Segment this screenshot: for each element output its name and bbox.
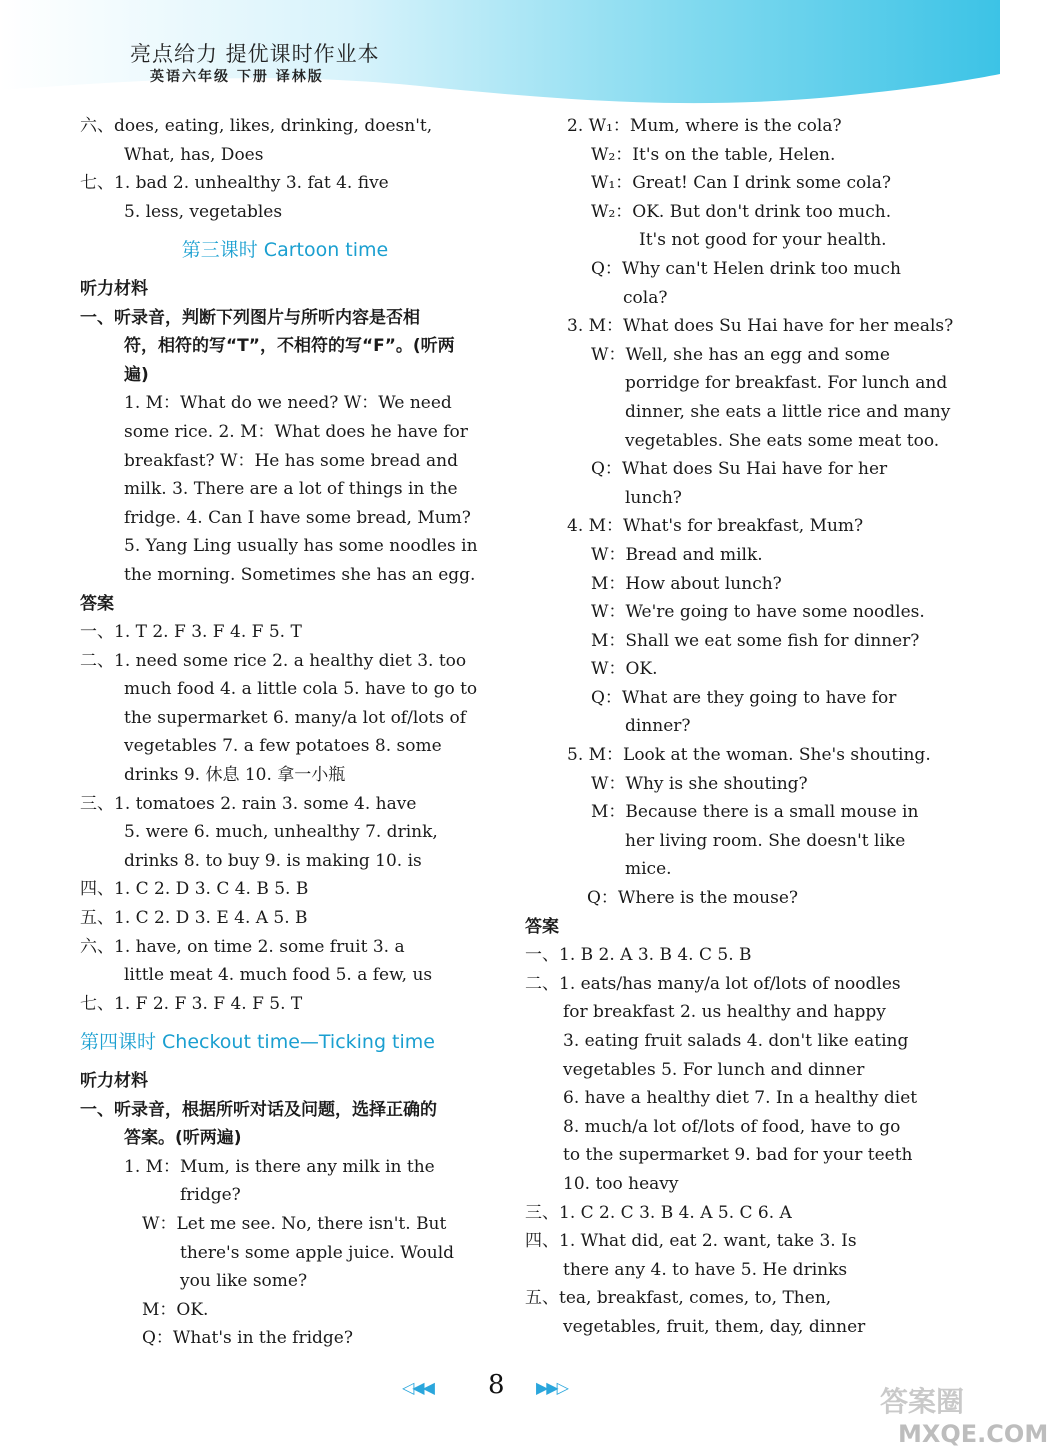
text-line: 5. less, vegetables (124, 201, 283, 222)
text-line: 1. M：What do we need? W：We need (124, 393, 452, 414)
text-line: W：We're going to have some noodles. (591, 602, 925, 623)
section-title-lesson3: 第三课时 Cartoon time (181, 239, 389, 262)
right-column (525, 112, 954, 1342)
book-subtitle: 英语六年级 下册 译林版 (150, 69, 324, 85)
text-line: there's some apple juice. Would (180, 1242, 455, 1263)
text-line: 3. M：What does Su Hai have for her meals? (567, 316, 954, 337)
answer-line: 二、1. need some rice 2. a healthy diet 3. too (80, 650, 467, 671)
text-line: W₂：OK. But don't drink too much. (591, 201, 892, 222)
answer-line: little meat 4. much food 5. a few, us (124, 965, 433, 986)
text-line: fridge. 4. Can I have some bread, Mum? (124, 507, 471, 528)
listening-material-label: 听力材料 (80, 278, 148, 299)
answer-line: 四、1. C 2. D 3. C 4. B 5. B (80, 879, 309, 900)
text-line: you like some? (180, 1271, 308, 1292)
text-line: dinner, she eats a little rice and many (625, 401, 951, 422)
text-line: Q：What's in the fridge? (142, 1328, 353, 1349)
text-line: porridge for breakfast. For lunch and (625, 373, 948, 394)
text-line: mice. (625, 859, 672, 880)
text-line: breakfast? W：He has some bread and (124, 450, 458, 471)
text-line: 4. M：What's for breakfast, Mum? (567, 516, 864, 537)
answer-line: vegetables, fruit, them, day, dinner (563, 1316, 866, 1337)
text-line: Q：What does Su Hai have for her (591, 459, 888, 480)
text-line: Q：What are they going to have for (591, 687, 897, 708)
text-line: 1. M：Mum, is there any milk in the (124, 1156, 435, 1177)
section-title-lesson4: 第四课时 Checkout time—Ticking time (80, 1031, 435, 1054)
text-line: W：Well, she has an egg and some (591, 344, 890, 365)
text-line: lunch? (625, 487, 682, 508)
answer-line: 四、1. What did, eat 2. want, take 3. Is (525, 1231, 857, 1252)
answer-line: 三、1. C 2. C 3. B 4. A 5. C 6. A (525, 1202, 792, 1223)
text-line: It's not good for your health. (639, 230, 887, 251)
answer-line: drinks 8. to buy 9. is making 10. is (124, 850, 422, 871)
answer-line: 一、1. T 2. F 3. F 4. F 5. T (80, 622, 302, 643)
watermark-url: MXQE.COM (898, 1420, 1048, 1448)
text-line: M：OK. (142, 1299, 209, 1320)
answer-line: 5. were 6. much, unhealthy 7. drink, (124, 822, 438, 843)
next-page-arrows-icon: ▶▶▷ (536, 1378, 567, 1397)
watermark-logo: 答案圈 (880, 1385, 965, 1418)
text-line: vegetables. She eats some meat too. (625, 430, 940, 451)
answer-line: vegetables 7. a few potatoes 8. some (124, 736, 442, 757)
book-title: 亮点给力 提优课时作业本 (130, 42, 380, 66)
answer-line: 3. eating fruit salads 4. don't like eating (563, 1031, 909, 1051)
answer-line: 三、1. tomatoes 2. rain 3. some 4. have (80, 793, 417, 814)
text-line: W₂：It's on the table, Helen. (591, 144, 836, 165)
text-line: 5. Yang Ling usually has some noodles in (124, 536, 478, 557)
page-number: 8 (488, 1370, 505, 1400)
answer-line: there any 4. to have 5. He drinks (563, 1259, 848, 1280)
answer-line: 五、tea, breakfast, comes, to, Then, (525, 1288, 832, 1309)
text-line: Q：Why can't Helen drink too much (591, 258, 901, 279)
answer-label: 答案 (80, 593, 114, 614)
answer-line: 六、1. have, on time 2. some fruit 3. a (80, 936, 405, 957)
text-line: 六、does, eating, likes, drinking, doesn't, (80, 116, 433, 136)
text-line: W：OK. (591, 659, 658, 680)
answer-line: 七、1. F 2. F 3. F 4. F 5. T (80, 993, 303, 1014)
text-line: 5. M：Look at the woman. She's shouting. (567, 745, 931, 766)
text-line: 2. W₁：Mum, where is the cola? (567, 116, 842, 136)
text-line: 答案。(听两遍) (124, 1128, 242, 1149)
text-line: W₁：Great! Can I drink some cola? (591, 173, 891, 194)
text-line: 遍) (124, 364, 149, 385)
text-line: cola? (623, 287, 668, 308)
text-line: milk. 3. There are a lot of things in the (124, 479, 458, 500)
answer-line: to the supermarket 9. bad for your teeth (563, 1145, 913, 1166)
text-line: M：Shall we eat some fish for dinner? (591, 630, 920, 651)
text-line: her living room. She doesn't like (625, 830, 906, 851)
answer-line: the supermarket 6. many/a lot of/lots of (124, 707, 466, 728)
page-header (0, 0, 1000, 110)
left-column (80, 112, 490, 1353)
answer-line: vegetables 5. For lunch and dinner (563, 1059, 865, 1080)
text-line: 一、听录音，判断下列图片与所听内容是否相 (80, 307, 420, 328)
text-line: What, has, Does (124, 144, 264, 165)
text-line: the morning. Sometimes she has an egg. (124, 564, 476, 585)
listening-material-label: 听力材料 (80, 1071, 148, 1091)
answer-line: 二、1. eats/has many/a lot of/lots of noodles (525, 973, 901, 994)
answer-line: 8. much/a lot of/lots of food, have to go (563, 1116, 901, 1137)
answer-line: 10. too heavy (563, 1173, 679, 1194)
text-line: some rice. 2. M：What does he have for (124, 421, 468, 442)
answer-line: much food 4. a little cola 5. have to go to (124, 679, 478, 700)
text-line: dinner? (625, 716, 691, 737)
answer-label: 答案 (525, 916, 559, 937)
text-line: 符，相符的写“T”，不相符的写“F”。(听两 (124, 336, 455, 357)
text-line: 七、1. bad 2. unhealthy 3. fat 4. five (80, 173, 389, 194)
text-line: fridge? (180, 1185, 241, 1206)
previous-page-arrows-icon: ◁◀◀ (402, 1378, 433, 1397)
text-line: W：Why is she shouting? (591, 773, 808, 794)
answer-line: 一、1. B 2. A 3. B 4. C 5. B (525, 945, 752, 966)
text-line: W：Bread and milk. (591, 544, 763, 565)
text-line: 一、听录音，根据所听对话及问题，选择正确的 (80, 1099, 437, 1120)
text-line: M：How about lunch? (591, 573, 782, 594)
answer-line: drinks 9. 休息 10. 拿一小瓶 (124, 765, 346, 786)
text-line: W：Let me see. No, there isn't. But (142, 1213, 447, 1234)
answer-line: for breakfast 2. us healthy and happy (563, 1002, 886, 1023)
text-line: M：Because there is a small mouse in (591, 802, 919, 823)
text-line: Q：Where is the mouse? (587, 888, 799, 909)
answer-line: 五、1. C 2. D 3. E 4. A 5. B (80, 908, 308, 929)
answer-line: 6. have a healthy diet 7. In a healthy diet (563, 1088, 918, 1109)
